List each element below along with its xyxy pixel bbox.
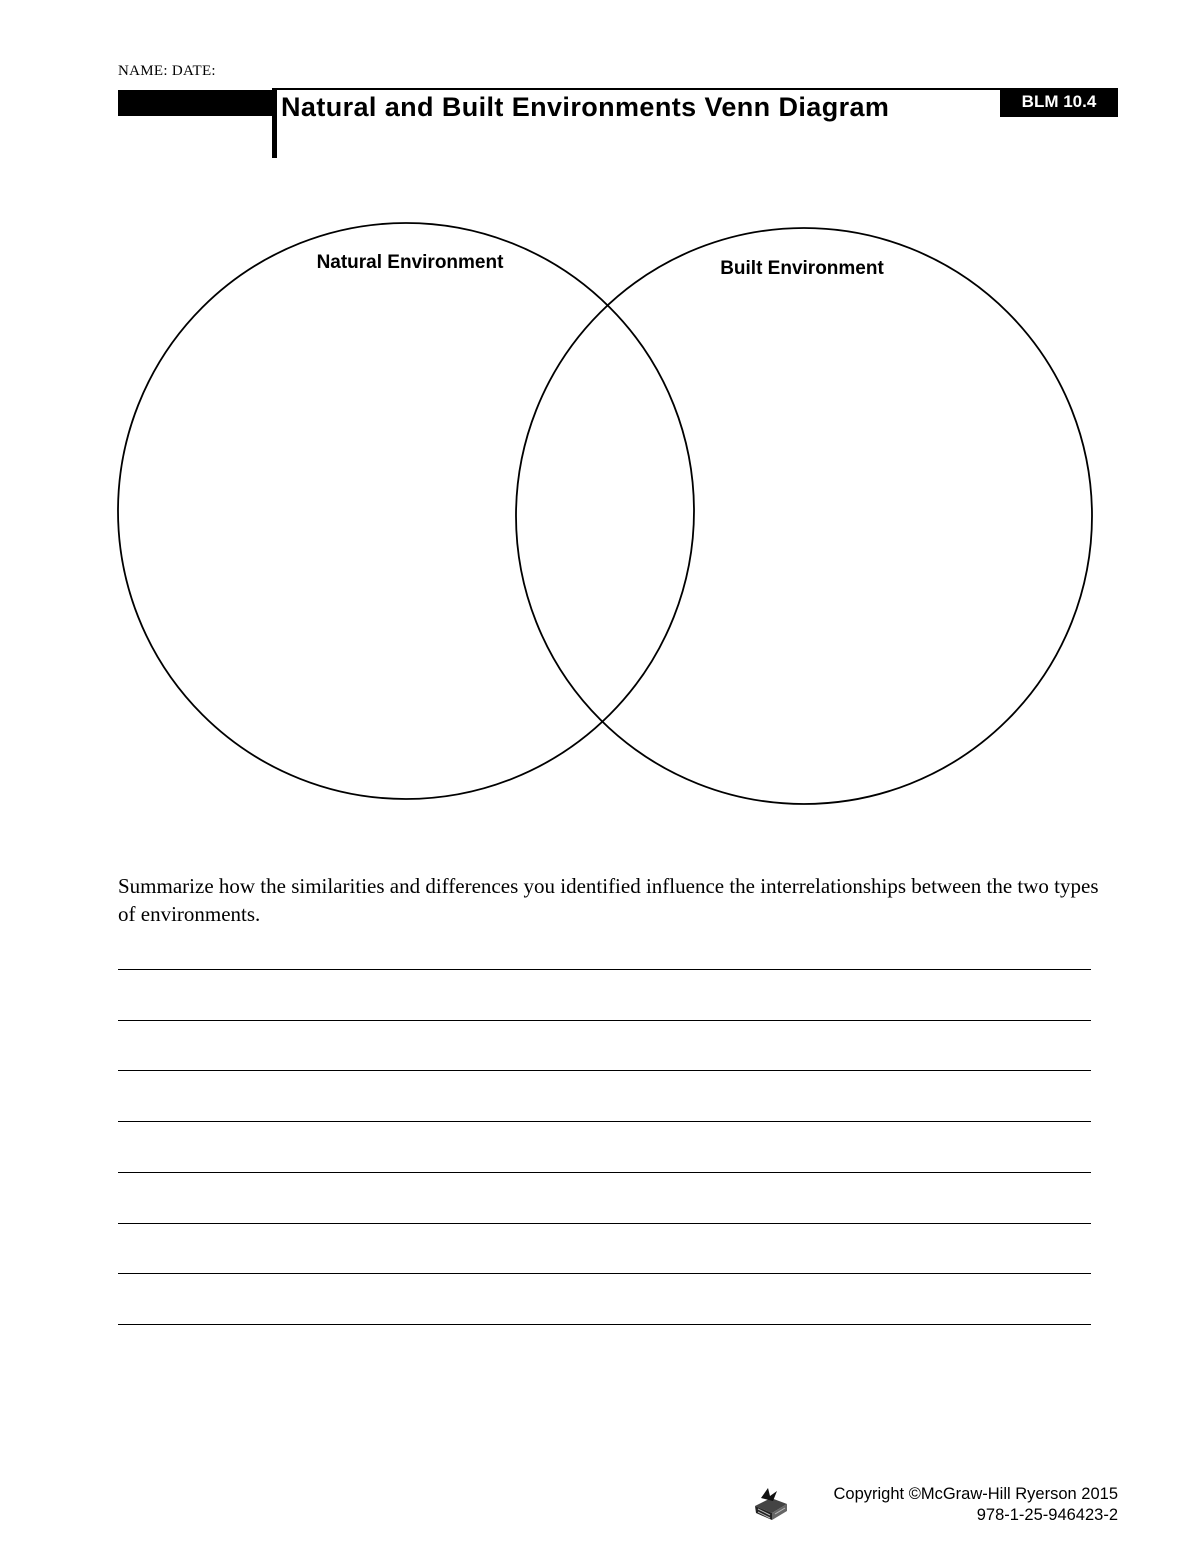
copyright-block	[834, 1484, 1119, 1526]
natural-environment-label: Natural Environment	[316, 252, 504, 273]
blm-badge: BLM 10.4	[1000, 90, 1118, 117]
natural-environment-circle	[118, 223, 694, 799]
answer-line[interactable]	[118, 1273, 1091, 1274]
answer-line[interactable]	[118, 1121, 1091, 1122]
built-environment-label: Built Environment	[720, 258, 884, 279]
answer-line[interactable]	[118, 1223, 1091, 1224]
answer-line[interactable]	[118, 1070, 1091, 1071]
answer-line[interactable]	[118, 1324, 1091, 1325]
publisher-logo-icon	[752, 1486, 790, 1522]
answer-line[interactable]	[118, 969, 1091, 970]
name-date-label: NAME: DATE:	[118, 63, 216, 79]
built-environment-circle	[516, 228, 1092, 804]
copyright-text: Copyright ©McGraw-Hill Ryerson 2015	[833, 1485, 1118, 1503]
answer-line[interactable]	[118, 1172, 1091, 1173]
page-title: Natural and Built Environments Venn Diagram	[281, 92, 890, 122]
answer-line[interactable]	[118, 1020, 1091, 1021]
isbn-text: 978-1-25-946423-2	[976, 1506, 1118, 1524]
summary-prompt: Summarize how the similarities and differences you identified influence the interrelationships between the two types of environments.	[118, 874, 1099, 926]
